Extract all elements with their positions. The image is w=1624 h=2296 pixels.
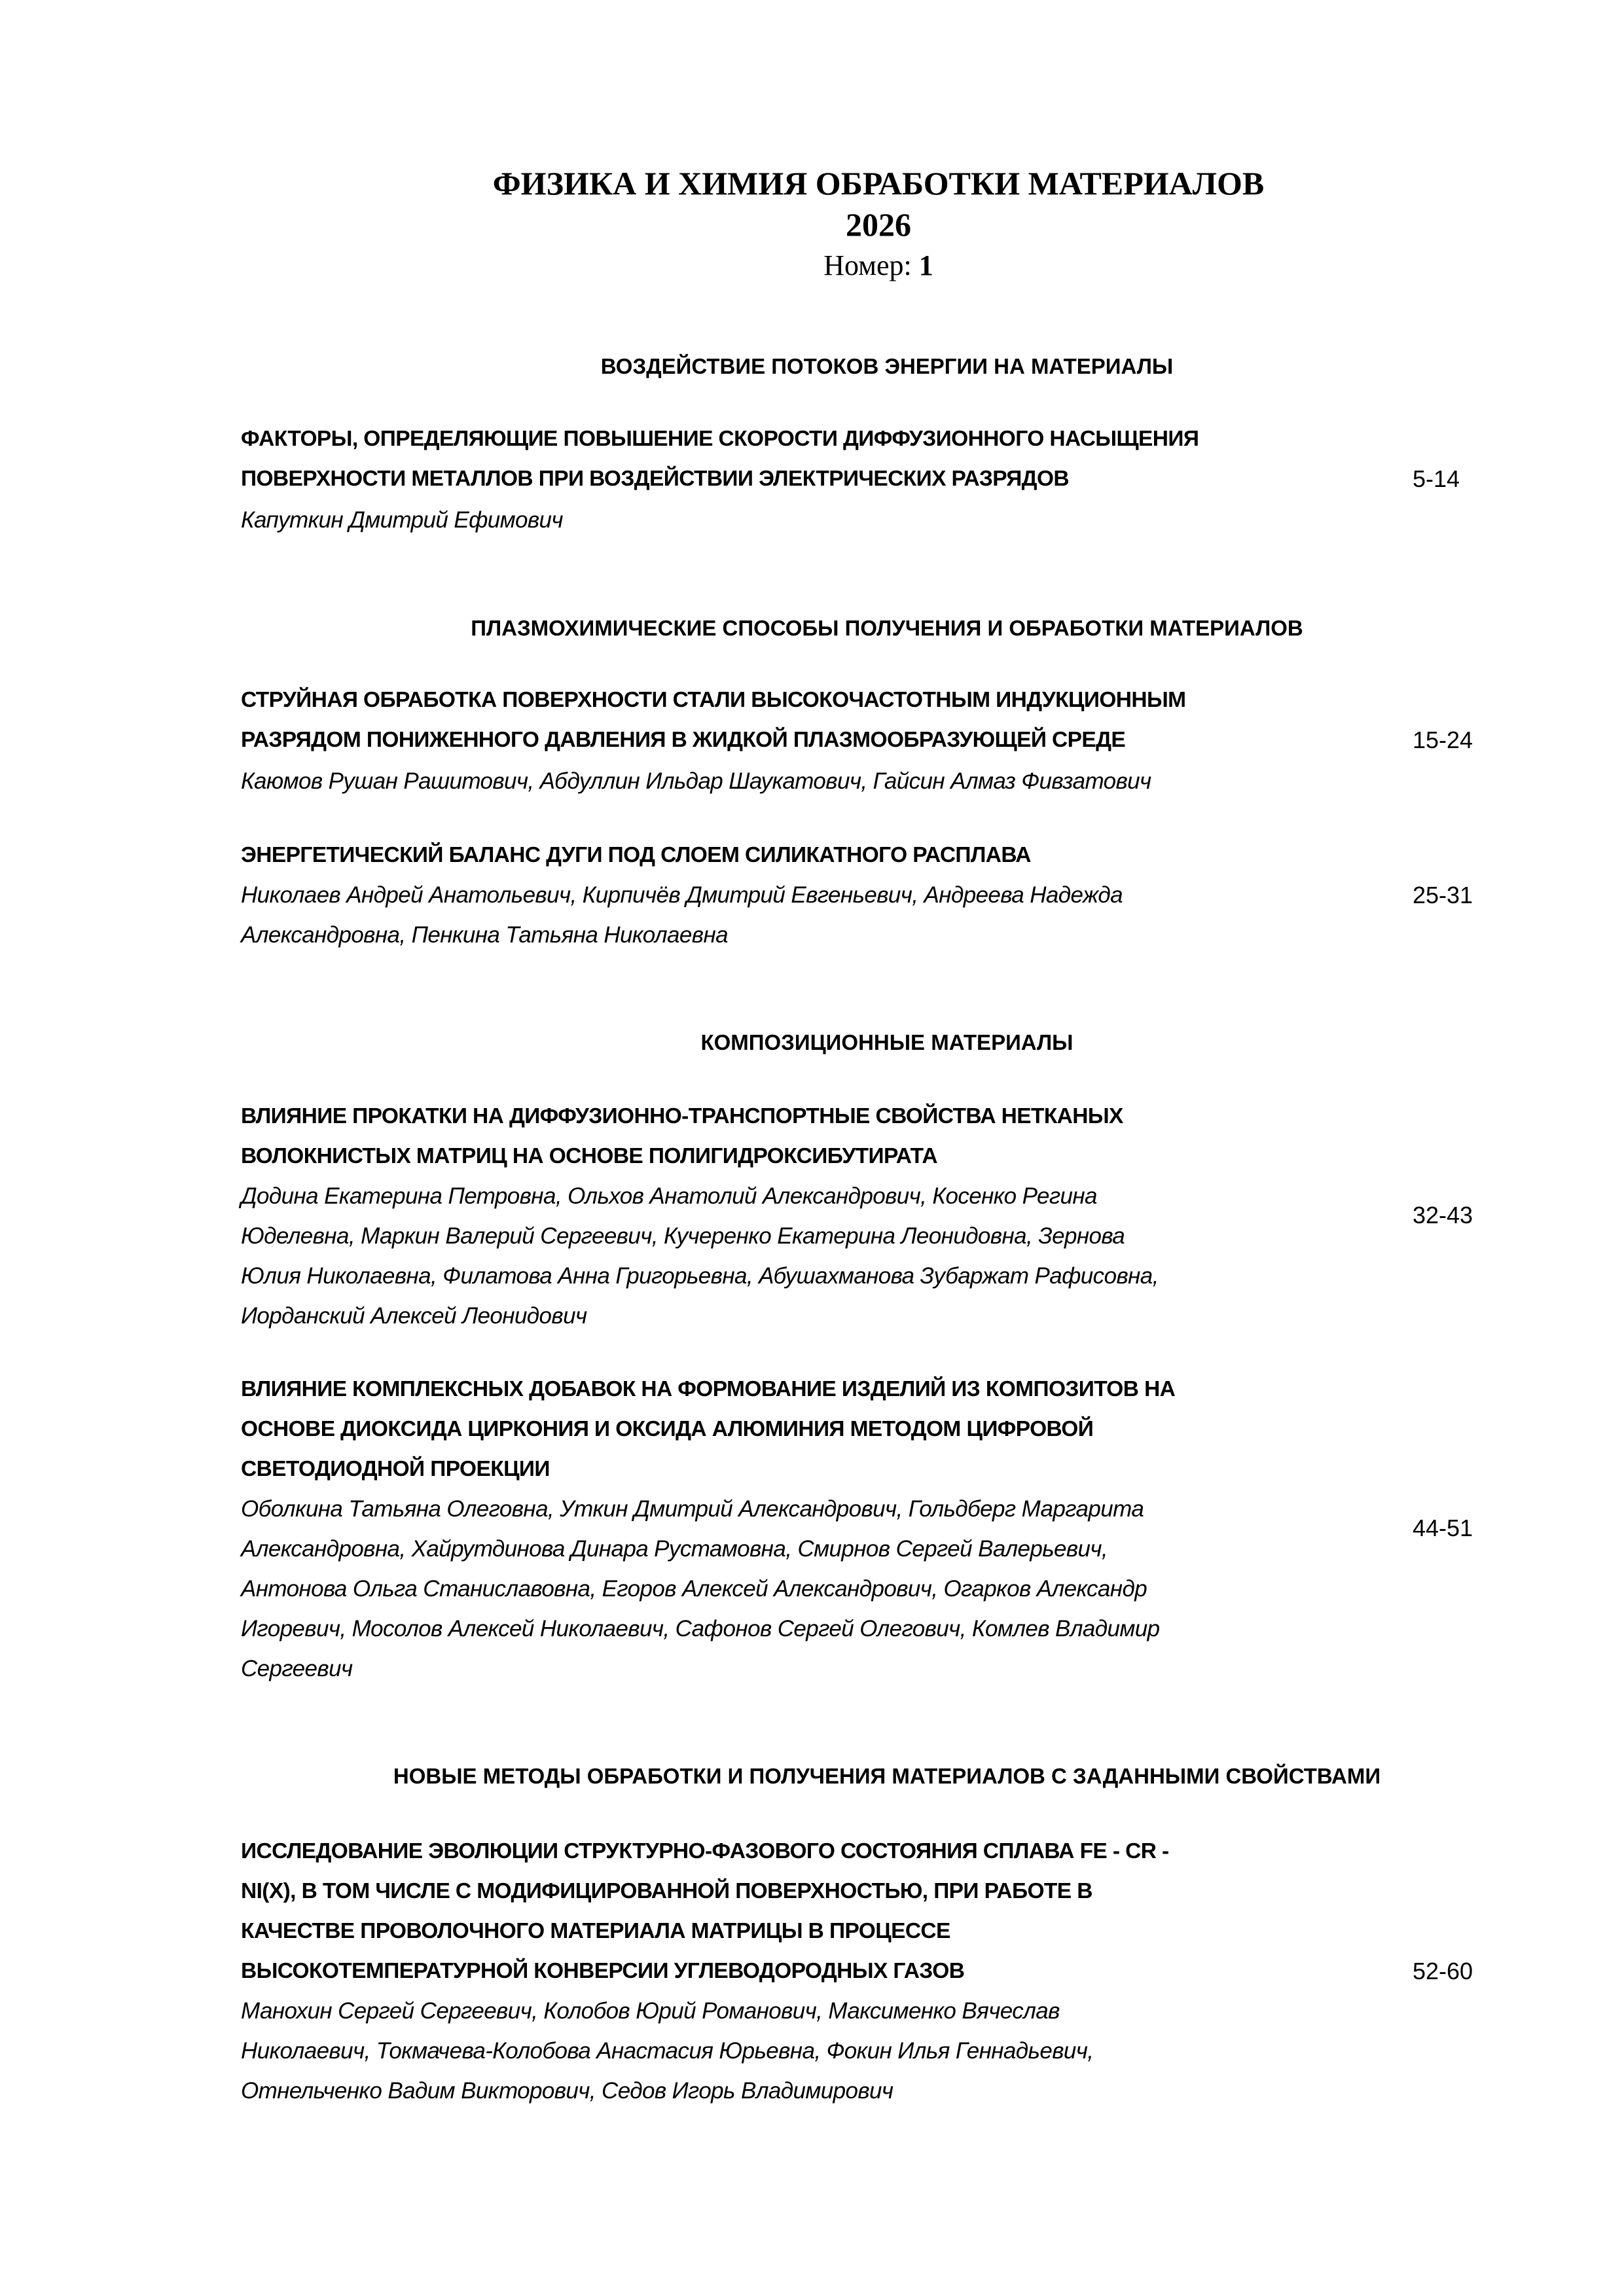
article-title-line[interactable]: СВЕТОДИОДНОЙ ПРОЕКЦИИ xyxy=(241,1457,550,1481)
article-title-line[interactable]: КАЧЕСТВЕ ПРОВОЛОЧНОГО МАТЕРИАЛА МАТРИЦЫ В ПРОЦЕССЕ xyxy=(241,1919,950,1943)
article-title-line[interactable]: ВЛИЯНИЕ ПРОКАТКИ НА ДИФФУЗИОННО-ТРАНСПОРТНЫЕ СВОЙСТВА НЕТКАНЫХ xyxy=(241,1104,1123,1128)
article-pages: 5-14 xyxy=(1413,465,1460,492)
section-heading: КОМПОЗИЦИОННЫЕ МАТЕРИАЛЫ xyxy=(700,1030,1074,1054)
article-authors-line: Николаевич, Токмачева-Колобова Анастасия Юрьевна, Фокин Илья Геннадьевич, xyxy=(241,2038,1094,2064)
issue-label: Номер: xyxy=(823,249,912,281)
article-authors-line: Капуткин Дмитрий Ефимович xyxy=(241,507,563,533)
article-title-line[interactable]: СТРУЙНАЯ ОБРАБОТКА ПОВЕРХНОСТИ СТАЛИ ВЫСОКОЧАСТОТНЫМ ИНДУКЦИОННЫМ xyxy=(241,688,1186,712)
article-title-line[interactable]: ОСНОВЕ ДИОКСИДА ЦИРКОНИЯ И ОКСИДА АЛЮМИНИЯ МЕТОДОМ ЦИФРОВОЙ xyxy=(241,1417,1094,1441)
article-title-line[interactable]: ВЛИЯНИЕ КОМПЛЕКСНЫХ ДОБАВОК НА ФОРМОВАНИЕ ИЗДЕЛИЙ ИЗ КОМПОЗИТОВ НА xyxy=(241,1377,1176,1401)
article-authors-line: Александровна, Хайрутдинова Динара Рустамовна, Смирнов Сергей Валерьевич, xyxy=(241,1536,1108,1562)
article-authors-line: Антонова Ольга Станиславовна, Егоров Алексей Александрович, Огарков Александр xyxy=(241,1576,1147,1602)
article-title-line[interactable]: ЭНЕРГЕТИЧЕСКИЙ БАЛАНС ДУГИ ПОД СЛОЕМ СИЛИКАТНОГО РАСПЛАВА xyxy=(241,843,1031,867)
article-title-line[interactable]: ВЫСОКОТЕМПЕРАТУРНОЙ КОНВЕРСИИ УГЛЕВОДОРОДНЫХ ГАЗОВ xyxy=(241,1959,965,1983)
article-pages: 52-60 xyxy=(1413,1958,1473,1984)
section-heading: НОВЫЕ МЕТОДЫ ОБРАБОТКИ И ПОЛУЧЕНИЯ МАТЕРИАЛОВ С ЗАДАННЫМИ СВОЙСТВАМИ xyxy=(393,1764,1381,1788)
journal-title: ФИЗИКА И ХИМИЯ ОБРАБОТКИ МАТЕРИАЛОВ xyxy=(492,165,1265,202)
article-authors-line: Юделевна, Маркин Валерий Сергеевич, Кучеренко Екатерина Леонидовна, Зернова xyxy=(241,1223,1125,1249)
article-title-line[interactable]: ИССЛЕДОВАНИЕ ЭВОЛЮЦИИ СТРУКТУРНО-ФАЗОВОГО СОСТОЯНИЯ СПЛАВА FE - CR - xyxy=(241,1839,1169,1863)
article-title-line[interactable]: ВОЛОКНИСТЫХ МАТРИЦ НА ОСНОВЕ ПОЛИГИДРОКСИБУТИРАТА xyxy=(241,1144,938,1168)
issue-year: 2026 xyxy=(846,206,911,243)
article-title-line[interactable]: ПОВЕРХНОСТИ МЕТАЛЛОВ ПРИ ВОЗДЕЙСТВИИ ЭЛЕКТРИЧЕСКИХ РАЗРЯДОВ xyxy=(241,467,1069,491)
article-authors-line: Александровна, Пенкина Татьяна Николаевна xyxy=(241,922,728,948)
article-title-line[interactable]: ФАКТОРЫ, ОПРЕДЕЛЯЮЩИЕ ПОВЫШЕНИЕ СКОРОСТИ ДИФФУЗИОННОГО НАСЫЩЕНИЯ xyxy=(241,427,1199,451)
issue-number-line xyxy=(0,245,1624,285)
article-authors-line: Игоревич, Мосолов Алексей Николаевич, Сафонов Сергей Олегович, Комлев Владимир xyxy=(241,1616,1160,1641)
article-authors-line: Иорданский Алексей Леонидович xyxy=(241,1303,587,1329)
article-authors-line: Оболкина Татьяна Олеговна, Уткин Дмитрий Александрович, Гольдберг Маргарита xyxy=(241,1496,1144,1522)
article-pages: 32-43 xyxy=(1413,1202,1473,1229)
article-pages: 25-31 xyxy=(1413,882,1473,908)
article-authors-line: Юлия Николаевна, Филатова Анна Григорьевна, Абушахманова Зубаржат Рафисовна, xyxy=(241,1263,1159,1289)
article-authors-line: Сергеевич xyxy=(241,1656,353,1681)
article-authors-line: Николаев Андрей Анатольевич, Кирпичёв Дмитрий Евгеньевич, Андреева Надежда xyxy=(241,882,1123,908)
article-authors-line: Манохин Сергей Сергеевич, Колобов Юрий Романович, Максименко Вячеслав xyxy=(241,1998,1060,2024)
article-pages: 44-51 xyxy=(1413,1515,1473,1541)
article-pages: 15-24 xyxy=(1413,726,1473,753)
article-authors-line: Каюмов Рушан Рашитович, Абдуллин Ильдар Шаукатович, Гайсин Алмаз Фивзатович xyxy=(241,768,1151,794)
article-title-line[interactable]: РАЗРЯДОМ ПОНИЖЕННОГО ДАВЛЕНИЯ В ЖИДКОЙ ПЛАЗМООБРАЗУЮЩЕЙ СРЕДЕ xyxy=(241,728,1126,752)
article-authors-line: Додина Екатерина Петровна, Ольхов Анатолий Александрович, Косенко Регина xyxy=(241,1183,1097,1209)
section-heading: ВОЗДЕЙСТВИЕ ПОТОКОВ ЭНЕРГИИ НА МАТЕРИАЛЫ xyxy=(600,354,1174,378)
article-authors-line: Отнельченко Вадим Викторович, Седов Игорь Владимирович xyxy=(241,2078,893,2104)
section-heading: ПЛАЗМОХИМИЧЕСКИЕ СПОСОБЫ ПОЛУЧЕНИЯ И ОБРАБОТКИ МАТЕРИАЛОВ xyxy=(471,616,1303,640)
issue-number: 1 xyxy=(918,249,933,281)
article-title-line[interactable]: NI(X), В ТОМ ЧИСЛЕ С МОДИФИЦИРОВАННОЙ ПОВЕРХНОСТЬЮ, ПРИ РАБОТЕ В xyxy=(241,1879,1092,1903)
